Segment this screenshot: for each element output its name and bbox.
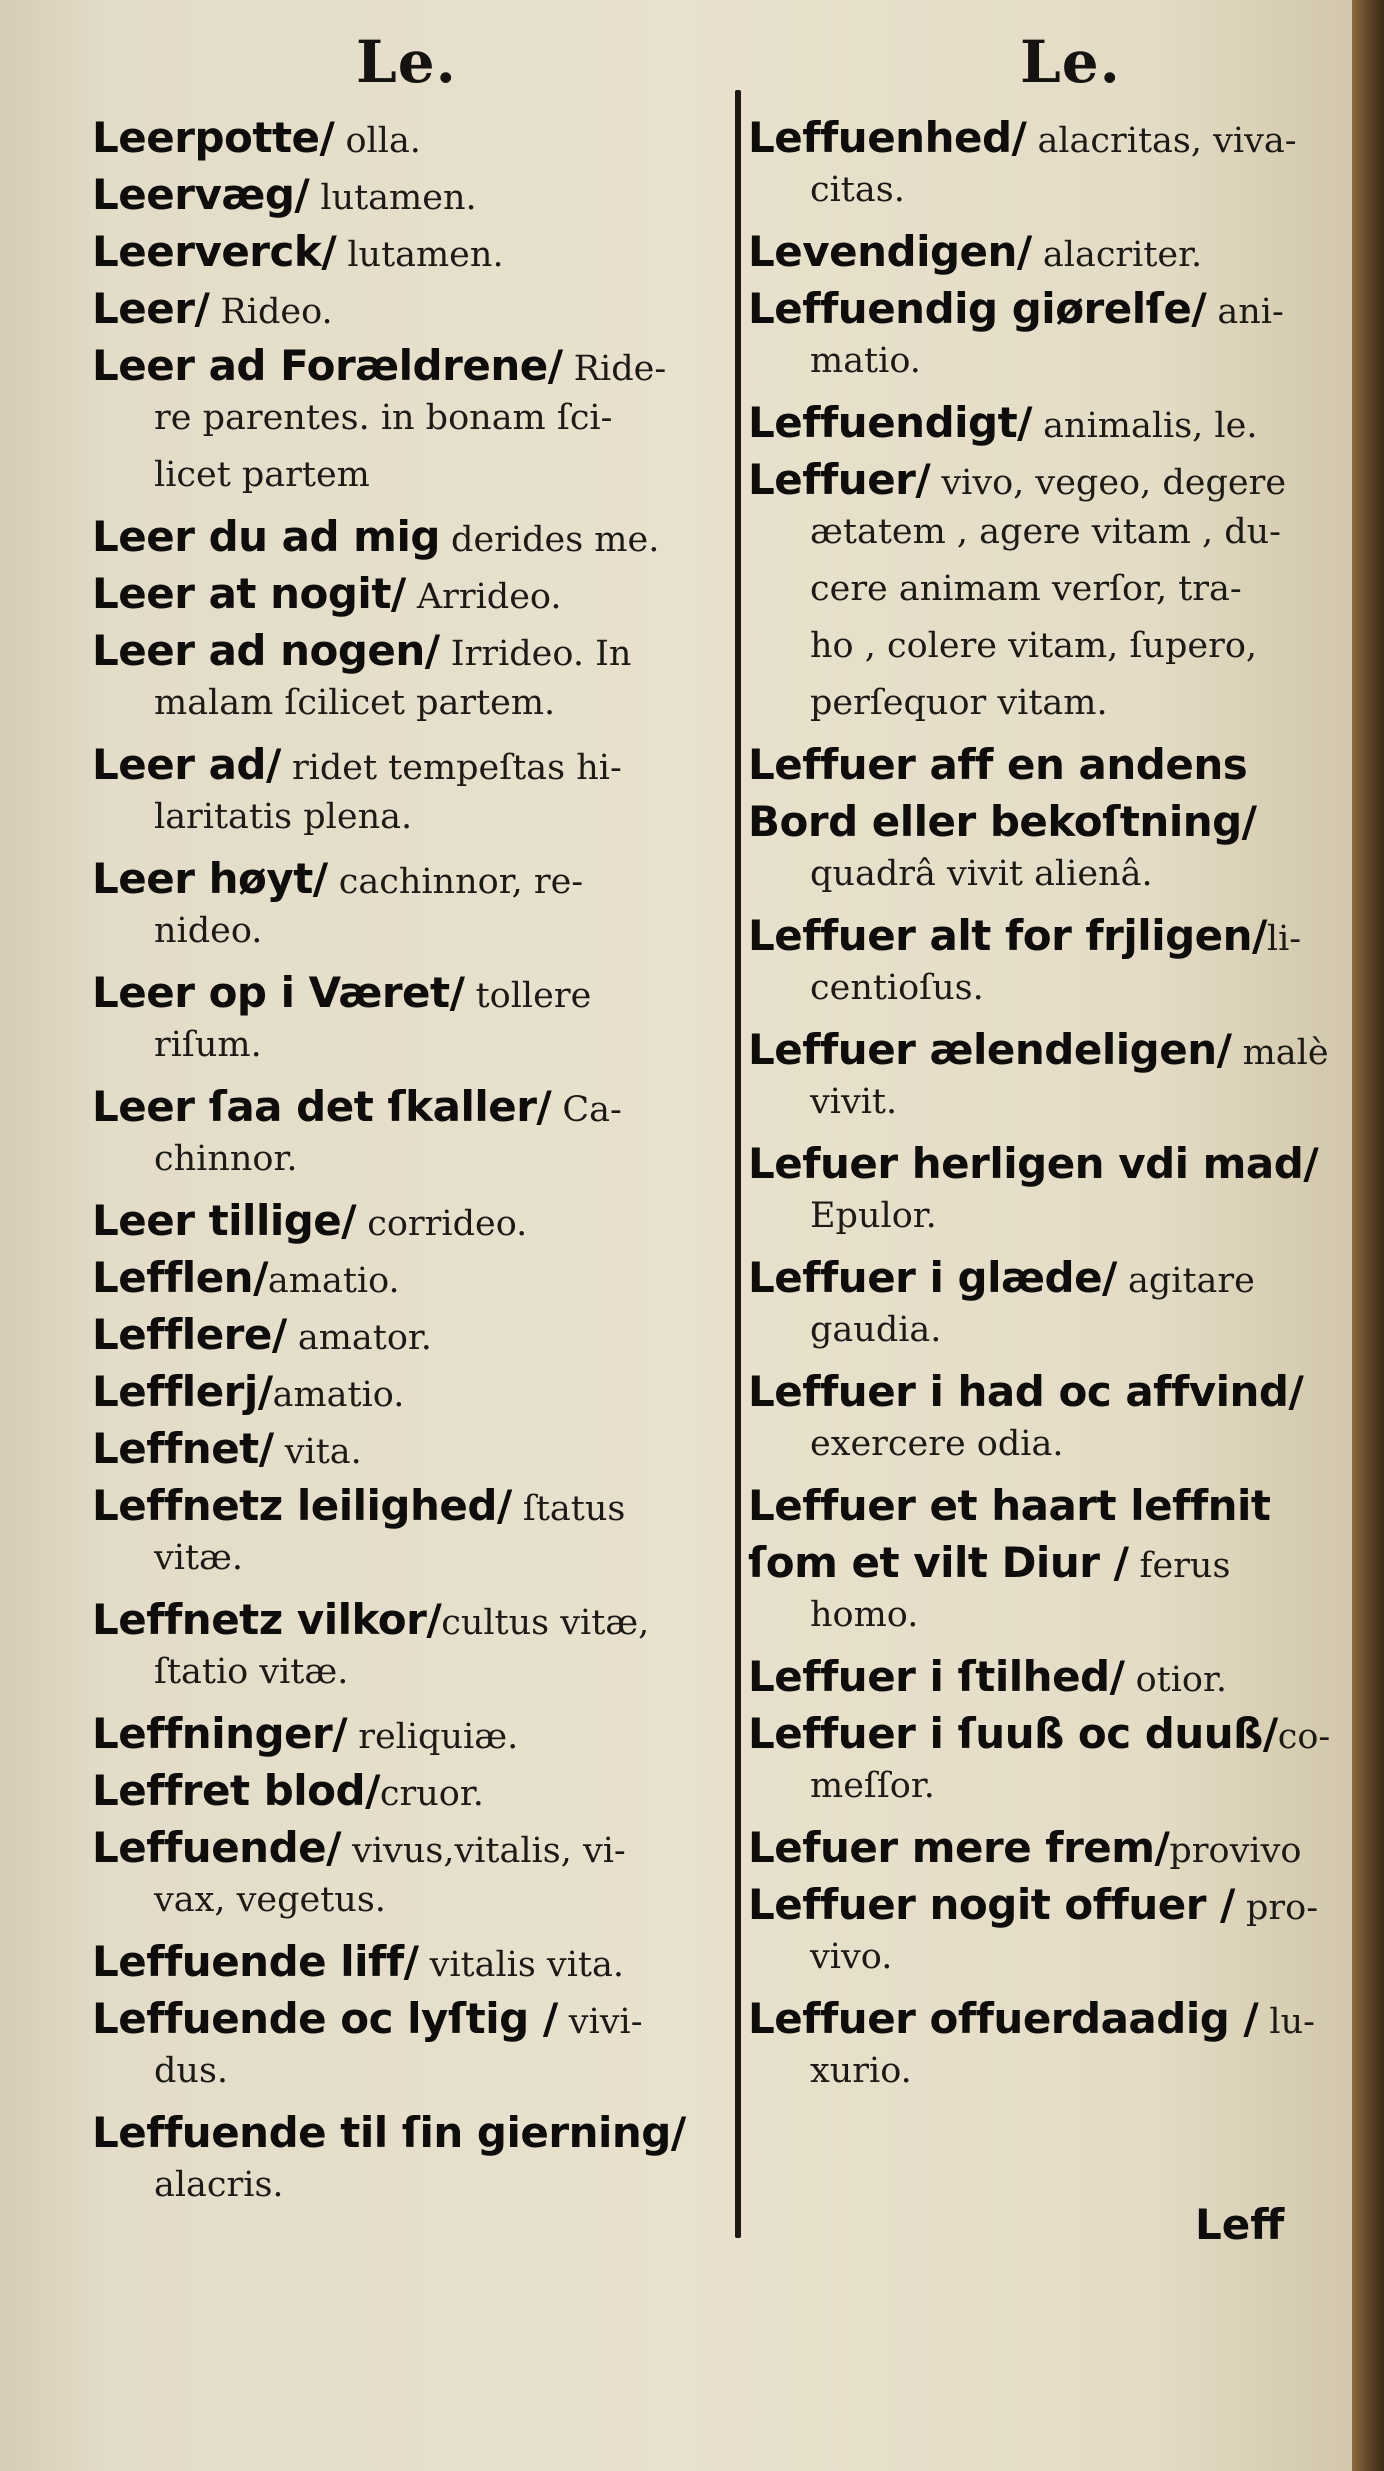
latin-gloss: alacriter. [1031, 235, 1203, 275]
latin-gloss: alacris. [154, 2165, 284, 2205]
entry-line [748, 1196, 1348, 1253]
headword: Lefuer herligen vdi mad/ [748, 1139, 1319, 1188]
latin-gloss: provivo [1169, 1831, 1302, 1871]
entry-line [92, 2165, 722, 2222]
headword: Leffuer i had oc affvind/ [748, 1367, 1304, 1416]
latin-gloss: vitalis vita. [418, 1945, 624, 1985]
headword: Leer ad Forældrene/ [92, 341, 563, 390]
entry-line [748, 113, 1348, 170]
entry-line [92, 1025, 722, 1082]
headword: Bord eller bekoſtning/ [748, 797, 1257, 846]
dictionary-entry [92, 569, 722, 626]
latin-gloss: vivo. [810, 1937, 893, 1977]
headword: Leervæg/ [92, 170, 310, 219]
entry-line [748, 341, 1348, 398]
dictionary-entry [748, 1880, 1348, 1994]
entry-line [92, 1253, 722, 1310]
headword: Leffnetz vilkor/ [92, 1595, 442, 1644]
dictionary-entry [92, 113, 722, 170]
latin-gloss: vivus,vitalis, vi- [340, 1831, 626, 1871]
latin-gloss: vivi- [557, 2002, 643, 2042]
headword: Leffuendigt/ [748, 398, 1033, 447]
dictionary-entry [92, 1367, 722, 1424]
entry-line [92, 2108, 722, 2165]
entry-line [748, 1367, 1348, 1424]
dictionary-entry [92, 1424, 722, 1481]
latin-gloss: laritatis plena. [154, 797, 413, 837]
latin-gloss: gaudia. [810, 1310, 942, 1350]
dictionary-entry [748, 227, 1348, 284]
entry-line [748, 683, 1348, 740]
entry-line [92, 683, 722, 740]
entry-line [748, 1139, 1348, 1196]
entry-line [92, 569, 722, 626]
headword: Levendigen/ [748, 227, 1032, 276]
headword: Leffuer i ſuuß oc duuß/ [748, 1709, 1278, 1758]
latin-gloss: centioſus. [810, 968, 984, 1008]
entry-line [748, 1766, 1348, 1823]
headword: Leffnetz leilighed/ [92, 1481, 512, 1530]
headword: Leerpotte/ [92, 113, 335, 162]
headword: Leffuer i ſtilhed/ [748, 1652, 1125, 1701]
latin-gloss: vax, vegetus. [154, 1880, 386, 1920]
latin-gloss: lu- [1258, 2002, 1315, 2042]
latin-gloss: ſtatus [511, 1489, 626, 1529]
left-running-head: Le. [356, 28, 457, 96]
dictionary-entry [748, 398, 1348, 455]
headword: Lefflere/ [92, 1310, 287, 1359]
latin-gloss: Ride- [562, 349, 667, 389]
latin-gloss: ſtatio vitæ. [154, 1652, 349, 1692]
headword: Leffuer/ [748, 455, 931, 504]
headword: Leffuer i glæde/ [748, 1253, 1117, 1302]
headword: Leffuende liff/ [92, 1937, 419, 1986]
dictionary-entry [92, 2108, 722, 2222]
dictionary-entry [748, 1823, 1348, 1880]
dictionary-entry [748, 1652, 1348, 1709]
latin-gloss: cruor. [379, 1774, 484, 1814]
entry-line [748, 1994, 1348, 2051]
headword: Leffuendig giørelſe/ [748, 284, 1207, 333]
latin-gloss: Irrideo. In [439, 634, 632, 674]
entry-line [748, 1709, 1348, 1766]
latin-gloss: matio. [810, 341, 921, 381]
entry-line [92, 1994, 722, 2051]
latin-gloss: agitare [1116, 1261, 1255, 1301]
entry-line [748, 1082, 1348, 1139]
entry-line [92, 455, 722, 512]
page-edge [1352, 0, 1384, 2471]
entry-line [92, 1880, 722, 1937]
dictionary-entry [92, 341, 722, 512]
dictionary-entry [92, 854, 722, 968]
entry-line [748, 911, 1348, 968]
entry-line [92, 911, 722, 968]
entry-line [748, 2051, 1348, 2108]
headword: Leer ſaa det ſkaller/ [92, 1082, 552, 1131]
latin-gloss: dus. [154, 2051, 229, 2091]
latin-gloss: li- [1266, 919, 1302, 959]
entry-line [92, 1310, 722, 1367]
latin-gloss: cere animam verſor, tra- [810, 569, 1242, 609]
right-running-head: Le. [1020, 28, 1121, 96]
latin-gloss: exercere odia. [810, 1424, 1064, 1464]
entry-line [748, 1652, 1348, 1709]
latin-gloss: vivit. [810, 1082, 898, 1122]
entry-line [92, 227, 722, 284]
dictionary-entry [748, 911, 1348, 1025]
entry-line [748, 854, 1348, 911]
dictionary-entry [748, 1994, 1348, 2108]
headword: Leffuer ælendeligen/ [748, 1025, 1232, 1074]
latin-gloss: animalis, le. [1032, 406, 1258, 446]
catchword: Leff [1195, 2200, 1285, 2249]
entry-line [92, 1481, 722, 1538]
dictionary-entry [748, 1367, 1348, 1481]
latin-gloss: malè [1231, 1033, 1329, 1073]
entry-line [92, 512, 722, 569]
latin-gloss: Arrideo. [405, 577, 562, 617]
entry-line [92, 1196, 722, 1253]
entry-line [748, 1880, 1348, 1937]
dictionary-entry [92, 512, 722, 569]
dictionary-entry [748, 1139, 1348, 1253]
entry-line [92, 1139, 722, 1196]
dictionary-entry [748, 1709, 1348, 1823]
entry-line [92, 1937, 722, 1994]
entry-line [92, 1652, 722, 1709]
headword: Leer høyt/ [92, 854, 328, 903]
dictionary-entry [92, 227, 722, 284]
dictionary-entry [748, 284, 1348, 398]
latin-gloss: Rideo. [209, 292, 333, 332]
entry-line [748, 797, 1348, 854]
latin-gloss: vitæ. [154, 1538, 244, 1578]
entry-line [748, 1937, 1348, 1994]
dictionary-entry [92, 740, 722, 854]
entry-line [92, 1823, 722, 1880]
latin-gloss: pro- [1234, 1888, 1319, 1928]
entry-line [92, 2051, 722, 2108]
headword: Leffuende oc lyſtig / [92, 1994, 558, 2043]
latin-gloss: vivo, vegeo, degere [930, 463, 1287, 503]
headword: Leffuenhed/ [748, 113, 1027, 162]
entry-line [92, 170, 722, 227]
dictionary-entry [92, 1709, 722, 1766]
latin-gloss: ferus [1128, 1546, 1231, 1586]
latin-gloss: tollere [464, 976, 592, 1016]
entry-line [92, 968, 722, 1025]
latin-gloss: corrideo. [356, 1204, 528, 1244]
headword: Lefflerj/ [92, 1367, 273, 1416]
latin-gloss: amatio. [267, 1261, 400, 1301]
dictionary-entry [92, 284, 722, 341]
dictionary-entry [748, 1025, 1348, 1139]
headword: Leffninger/ [92, 1709, 348, 1758]
entry-line [748, 455, 1348, 512]
dictionary-entry [92, 1823, 722, 1937]
latin-gloss: lutamen. [336, 235, 504, 275]
entry-line [748, 1481, 1348, 1538]
entry-line [748, 1823, 1348, 1880]
latin-gloss: xurio. [810, 2051, 912, 2091]
entry-line [748, 1424, 1348, 1481]
latin-gloss: ani- [1206, 292, 1284, 332]
headword: Leffuer alt for frjligen/ [748, 911, 1267, 960]
latin-gloss: malam ſcilicet partem. [154, 683, 556, 723]
entry-line [748, 1025, 1348, 1082]
entry-line [748, 569, 1348, 626]
latin-gloss: alacritas, viva- [1026, 121, 1297, 161]
latin-gloss: otior. [1124, 1660, 1228, 1700]
headword: Leffnet/ [92, 1424, 274, 1473]
entry-line [748, 512, 1348, 569]
entry-line [748, 1595, 1348, 1652]
entry-line [92, 1082, 722, 1139]
entry-line [92, 398, 722, 455]
dictionary-entry [92, 1082, 722, 1196]
dictionary-entry [92, 1766, 722, 1823]
entry-line [92, 1595, 722, 1652]
entry-line [748, 1253, 1348, 1310]
latin-gloss: citas. [810, 170, 905, 210]
dictionary-entry [92, 1937, 722, 1994]
latin-gloss: amator. [286, 1318, 432, 1358]
latin-gloss: re parentes. in bonam ſci- [154, 398, 613, 438]
dictionary-entry [92, 968, 722, 1082]
entry-line [92, 341, 722, 398]
entry-line [748, 740, 1348, 797]
entry-line [748, 968, 1348, 1025]
headword: Leer ad/ [92, 740, 281, 789]
entry-line [748, 227, 1348, 284]
entry-line [748, 1310, 1348, 1367]
headword: Leffret blod/ [92, 1766, 380, 1815]
latin-gloss: homo. [810, 1595, 919, 1635]
latin-gloss: Ca- [551, 1090, 622, 1130]
headword: ſom et vilt Diur / [748, 1538, 1129, 1587]
headword: Leffuer nogit offuer / [748, 1880, 1235, 1929]
left-column [92, 113, 722, 2222]
entry-line [748, 284, 1348, 341]
latin-gloss: olla. [334, 121, 421, 161]
entry-line [748, 626, 1348, 683]
headword: Leer ad nogen/ [92, 626, 440, 675]
latin-gloss: riſum. [154, 1025, 262, 1065]
dictionary-entry [748, 113, 1348, 227]
headword: Leffuende/ [92, 1823, 341, 1872]
headword: Lefuer mere frem/ [748, 1823, 1170, 1872]
headword: Leerverck/ [92, 227, 337, 276]
latin-gloss: cachinnor, re- [327, 862, 584, 902]
latin-gloss: amatio. [272, 1375, 405, 1415]
headword: Leer/ [92, 284, 210, 333]
entry-line [748, 1538, 1348, 1595]
dictionary-entry [92, 1196, 722, 1253]
latin-gloss: Epulor. [810, 1196, 937, 1236]
dictionary-entry [748, 455, 1348, 740]
latin-gloss: ho , colere vitam, ſupero, [810, 626, 1258, 666]
latin-gloss: licet partem [154, 455, 370, 495]
entry-line [92, 284, 722, 341]
latin-gloss: ridet tempeſtas hi- [280, 748, 622, 788]
dictionary-entry [92, 1595, 722, 1709]
dictionary-entry [92, 1481, 722, 1595]
latin-gloss: ætatem , agere vitam , du- [810, 512, 1281, 552]
latin-gloss: cultus vitæ, [441, 1603, 650, 1643]
entry-line [748, 398, 1348, 455]
entry-line [92, 1367, 722, 1424]
entry-line [92, 1538, 722, 1595]
latin-gloss: vita. [273, 1432, 362, 1472]
dictionary-entry [92, 1994, 722, 2108]
entry-line [92, 1424, 722, 1481]
latin-gloss: quadrâ vivit alienâ. [810, 854, 1153, 894]
dictionary-entry [748, 1253, 1348, 1367]
entry-line [92, 1709, 722, 1766]
entry-line [92, 797, 722, 854]
dictionary-entry [748, 740, 1348, 911]
column-divider [735, 90, 741, 2238]
entry-line [92, 1766, 722, 1823]
latin-gloss: perſequor vitam. [810, 683, 1108, 723]
entry-line [92, 854, 722, 911]
entry-line [92, 113, 722, 170]
dictionary-entry [92, 626, 722, 740]
entry-line [92, 626, 722, 683]
headword: Leffuer et haart leffnit [748, 1481, 1271, 1530]
latin-gloss: co- [1277, 1717, 1331, 1757]
latin-gloss: chinnor. [154, 1139, 298, 1179]
entry-line [748, 170, 1348, 227]
latin-gloss: nideo. [154, 911, 263, 951]
headword: Leer du ad mig [92, 512, 440, 561]
headword: Leffuende til ſin gierning/ [92, 2108, 686, 2157]
dictionary-entry [92, 170, 722, 227]
latin-gloss: lutamen. [309, 178, 477, 218]
entry-line [92, 740, 722, 797]
headword: Leer tillige/ [92, 1196, 357, 1245]
dictionary-entry [92, 1253, 722, 1310]
headword: Lefflen/ [92, 1253, 268, 1302]
right-column [748, 113, 1348, 2108]
latin-gloss: derides me. [439, 520, 660, 560]
headword: Leffuer aff en andens [748, 740, 1248, 789]
dictionary-entry [92, 1310, 722, 1367]
latin-gloss: reliquiæ. [347, 1717, 519, 1757]
latin-gloss: meſſor. [810, 1766, 935, 1806]
headword: Leffuer offuerdaadig / [748, 1994, 1259, 2043]
dictionary-entry [748, 1481, 1348, 1652]
headword: Leer op i Været/ [92, 968, 465, 1017]
headword: Leer at nogit/ [92, 569, 406, 618]
